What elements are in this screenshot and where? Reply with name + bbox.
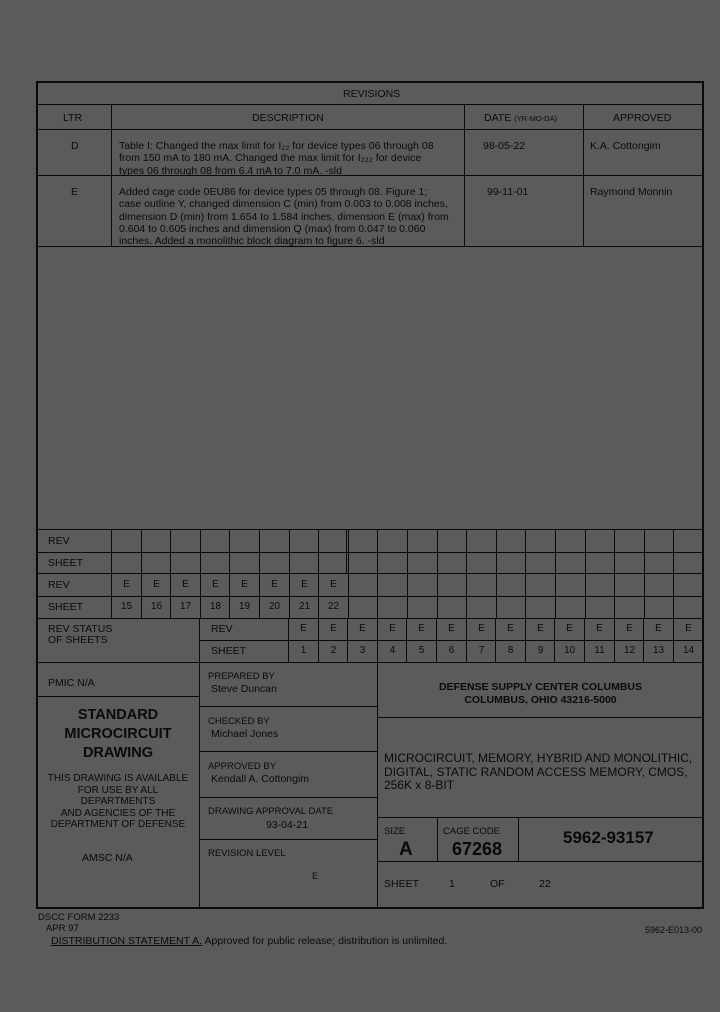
rev-cell: E [330,579,337,590]
approved-by: Kendall A. Cottongim [211,773,310,785]
checked-label: CHECKED BY [208,716,270,727]
sheet-label: SHEET [48,557,84,569]
revision-date: 99-11-01 [487,186,529,198]
revision-level: E [312,871,319,881]
revision-description: Table I: Changed the max limit for I₂₂ for device types 06 through 08 from 150 mA to 180 mA. Changed the max limit for I₂₂₂ for device types 06 through 08 from 6.4 mA to 7.0 mA. -sld [119,140,434,177]
sheet-cell: 1 [300,645,307,656]
sheet-cell: 21 [298,601,311,612]
sheet-cell: 7 [478,645,485,656]
distribution-statement [51,935,447,947]
rev-cell: E [271,579,278,590]
sheet-cell: 20 [268,601,281,612]
amsc-label: AMSC N/A [82,852,133,864]
sheet-cell: 19 [238,601,251,612]
rev-label: REV [211,623,233,635]
date-header: DATE (YR-MO-DA) [484,112,558,124]
size-label: SIZE [384,826,406,837]
sheet-cell: 18 [209,601,222,612]
sheet-label: SHEET [384,878,420,890]
sheet-cell: 13 [652,645,665,656]
sheet-cell: 16 [150,601,163,612]
sheet-cell: 17 [179,601,192,612]
rev-cell: E [182,579,189,590]
distribution-label: DISTRIBUTION STATEMENT A. [51,935,203,947]
description-header: DESCRIPTION [252,112,324,124]
sheet-total: 22 [539,878,551,890]
rev-cell: E [507,623,514,634]
rev-cell: E [330,623,337,634]
rev-label: REV [48,579,70,591]
rev-cell: E [596,623,603,634]
sheet-cell: 14 [682,645,695,656]
rev-cell: E [655,623,662,634]
sheet-label: SHEET [211,645,247,657]
cage-code: 67268 [452,839,503,859]
sheet-cell: 11 [594,645,605,656]
revision-level-label: REVISION LEVEL [208,848,286,859]
of-sheets-label: OF SHEETS [48,634,108,646]
sheet-cell: 22 [327,601,340,612]
sheet-cell: 15 [120,601,133,612]
rev-cell: E [418,623,425,634]
rev-cell: E [566,623,573,634]
sheet-label: SHEET [48,601,84,613]
rev-cell: E [153,579,160,590]
rev-label: REV [48,535,70,547]
rev-cell: E [212,579,219,590]
revision-letter: E [71,186,79,198]
ltr-header: LTR [63,112,83,124]
sheet-cell: 8 [507,645,514,656]
revisions-title: REVISIONS [343,88,401,100]
rev-cell: E [301,579,308,590]
approved-label: APPROVED BY [208,761,277,772]
agency-name: DEFENSE SUPPLY CENTER COLUMBUS COLUMBUS, OHIO 43216-5000 [438,681,643,706]
form-number: DSCC FORM 2233 [38,912,120,923]
rev-cell: E [685,623,692,634]
approval-date: 93-04-21 [266,819,309,831]
rev-cell: E [300,623,307,634]
sheet-cell: 12 [623,645,636,656]
approved-header: APPROVED [613,112,672,124]
rev-status-label: REV STATUS [48,623,113,635]
document-code: 5962-E013-00 [645,925,703,935]
revision-description: Added cage code 0EU86 for device types 05 through 08. Figure 1; case outline Y, changed dimension C (min) from 0.003 to 0.008 inches, dimension D (min) from 1.654 to 1.584 inches, dimension E (max) from 0.604 to 0.605 inches and dimension Q (max) from 0.047 to 0.060 inches. Added a monolithic block diagram to figure 6. -sld [119,186,449,248]
sheet-cell: 3 [359,645,366,656]
approval-date-label: DRAWING APPROVAL DATE [208,806,334,817]
rev-cell: E [448,623,455,634]
availability-statement: THIS DRAWING IS AVAILABLE FOR USE BY ALL DEPARTMENTS AND AGENCIES OF THE DEPARTMENT OF DEFENSE [47,773,189,830]
sheet-cell: 10 [563,645,576,656]
sheet-cell: 9 [537,645,544,656]
drawing-number: 5962-93157 [563,828,654,847]
sheet-cell: 4 [389,645,396,656]
sheet-cell: 6 [448,645,455,656]
of-label: OF [490,878,505,890]
cage-code-label: CAGE CODE [443,826,501,837]
rev-cell: E [123,579,130,590]
rev-cell: E [389,623,396,634]
revision-date: 98-05-22 [483,140,526,152]
sheet-cell: 5 [418,645,425,656]
prepared-label: PREPARED BY [208,671,275,682]
drawing-title: MICROCIRCUIT, MEMORY, HYBRID AND MONOLITHIC, DIGITAL, STATIC RANDOM ACCESS MEMORY, CMOS, 256K x 8-BIT [384,751,693,792]
pmic-label: PMIC N/A [48,677,95,689]
revision-approver: Raymond Monnin [590,186,673,198]
prepared-by: Steve Duncan [211,683,277,695]
rev-cell: E [626,623,633,634]
rev-cell: E [537,623,544,634]
standard-heading: STANDARD MICROCIRCUIT DRAWING [64,707,172,761]
form-date: APR 97 [46,923,79,934]
size-value: A [399,839,413,860]
sheet-cell: 2 [330,645,337,656]
checked-by: Michael Jones [211,728,279,740]
revision-letter: D [71,140,79,152]
rev-cell: E [241,579,248,590]
rev-cell: E [478,623,485,634]
revision-approver: K.A. Cottongim [590,140,661,152]
rev-cell: E [359,623,366,634]
sheet-number: 1 [449,878,455,890]
distribution-text: Approved for public release; distribution is unlimited. [202,935,448,947]
